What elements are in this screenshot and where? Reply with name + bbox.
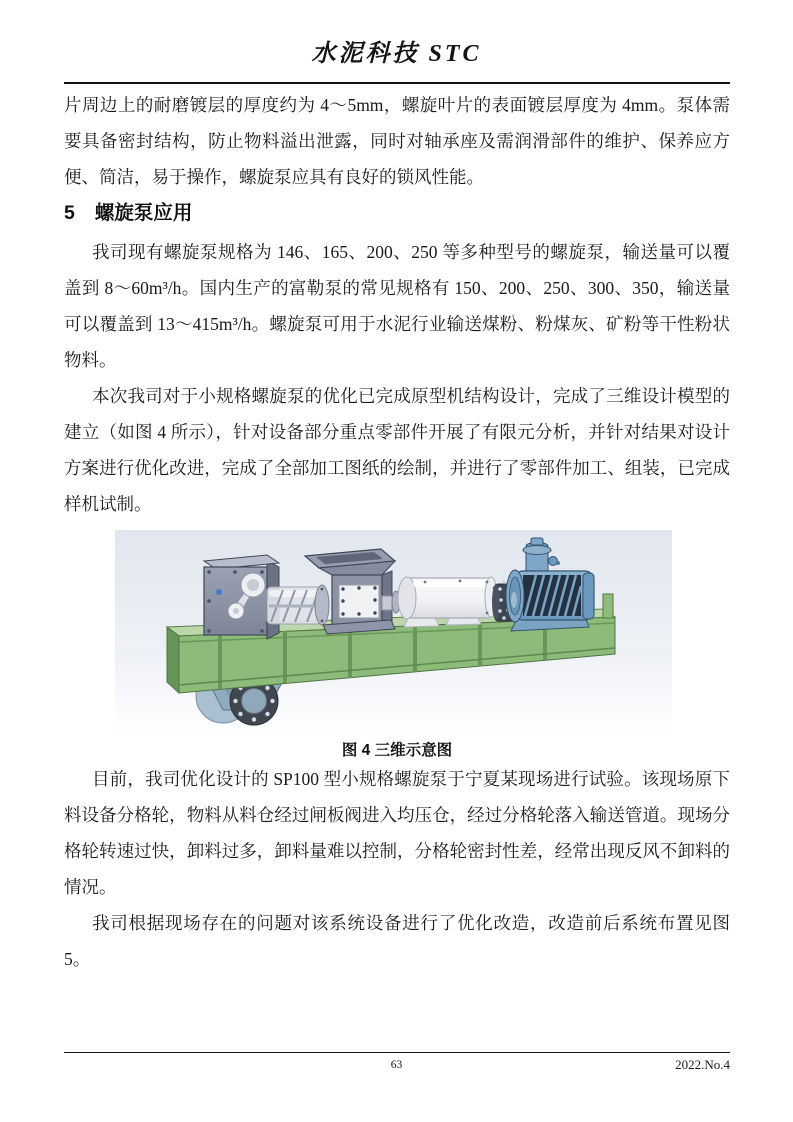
journal-title: 水泥科技 STC [311,41,482,67]
paragraph-pump-specs: 我司现有螺旋泵规格为 146、165、200、250 等多种型号的螺旋泵，输送量可以覆盖到 8～60m³/h。国内生产的富勒泵的常见规格有 150、200、250、300、350，输送量可以覆盖到 13～415m³/h。螺旋泵可用于水泥行业输送煤粉、粉煤灰、矿粉等干性粉状物料。 [64,242,730,370]
figure-4 [115,530,672,736]
article-body [64,87,730,977]
footer-divider [64,1052,730,1053]
section-title: 螺旋泵应用 [94,202,193,224]
header-divider [64,82,730,84]
figure-4-caption: 图 4 三维示意图 [341,742,453,759]
paragraph-field-test: 目前，我司优化设计的 SP100 型小规格螺旋泵于宁夏某现场进行试验。该现场原下料设备分格轮，物料从料仓经过闸板阀进入均压仓，经过分格轮落入输送管道。现场分格轮转速过快，卸料过多，卸料量难以控制，分格轮密封性差，经常出现反风不卸料的情况。 [64,769,730,897]
screw-pump-3d-render [115,530,672,736]
paragraph-retrofit: 我司根据现场存在的问题对该系统设备进行了优化改造，改造前后系统布置见图 5。 [64,913,730,969]
section-number: 5 [64,202,75,224]
paragraph-continued: 片周边上的耐磨镀层的厚度约为 4～5mm，螺旋叶片的表面镀层厚度为 4mm。泵体需要具备密封结构，防止物料溢出泄露，同时对轴承座及需润滑部件的维护、保养应方便、简洁，易于操作，螺旋泵应具有良好的锁风性能。 [64,95,730,187]
paragraph-design-progress: 本次我司对于小规格螺旋泵的优化已完成原型机结构设计，完成了三维设计模型的建立（如图 4 所示），针对设备部分重点零部件开展了有限元分析，并针对结果对设计方案进行优化改进，完成了全部加工图纸的绘制，并进行了零部件加工、组装，已完成样机试制。 [64,386,730,514]
section-heading [64,200,730,226]
screw-auger [267,585,329,625]
page-number: 63 [390,1059,403,1071]
issue-label: 2022.No.4 [675,1057,730,1072]
